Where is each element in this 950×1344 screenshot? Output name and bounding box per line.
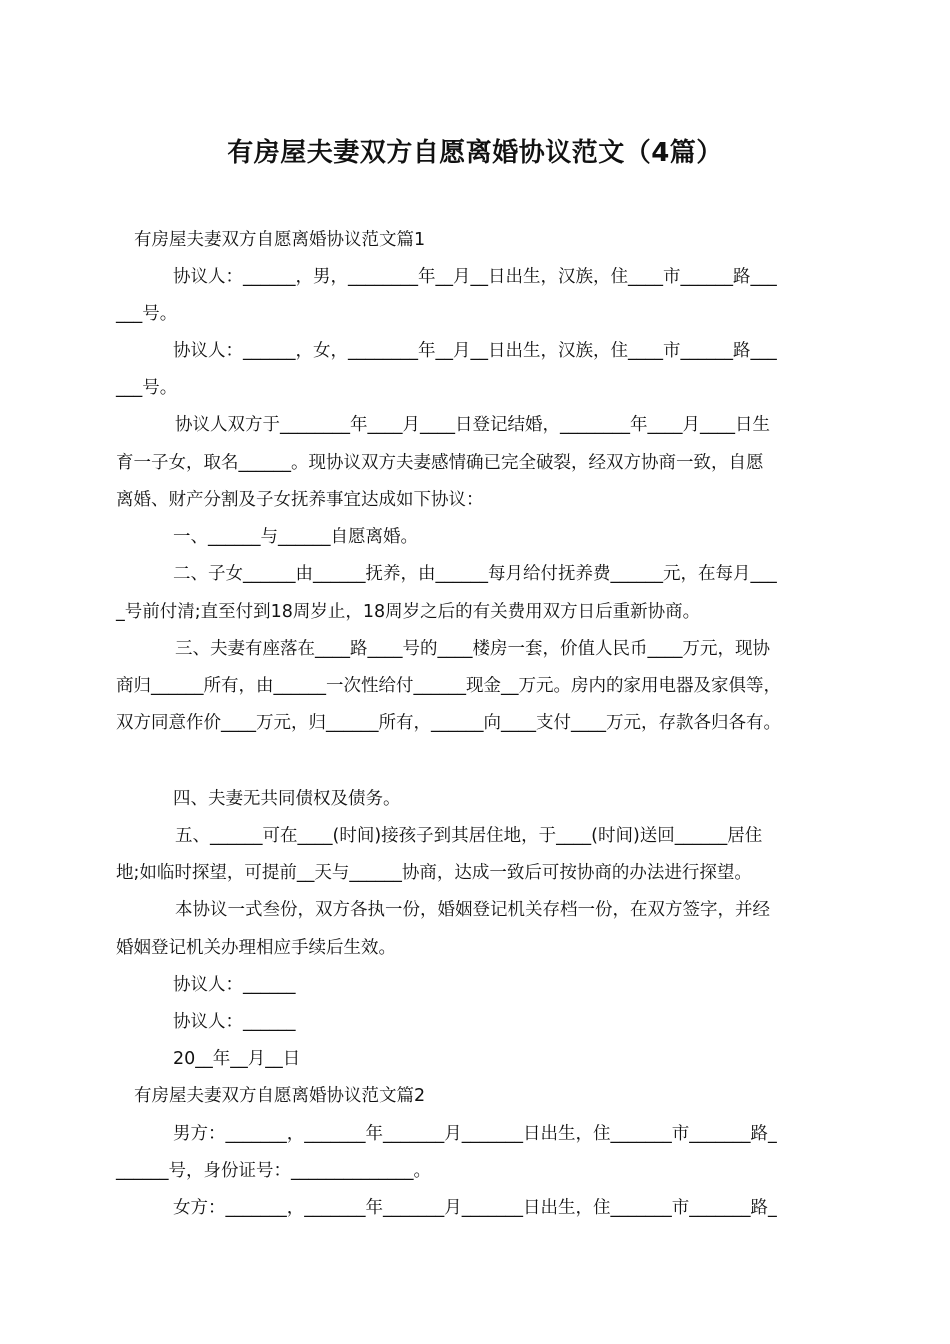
- paragraph-line: 本协议一式叁份，双方各执一份，婚姻登记机关存档一份，在双方签字，并经: [175, 900, 770, 920]
- paragraph-line: 离婚、财产分割及子女抚养事宜达成如下协议：: [116, 490, 484, 510]
- paragraph-line: 协议人双方于________年____月____日登记结婚，________年____月____日生: [175, 415, 770, 435]
- paragraph-line: ______号，身份证号：______________。: [116, 1161, 431, 1181]
- date-line: 20__年__月__日: [173, 1049, 301, 1069]
- paragraph-line: 二、子女______由______抚养，由______每月给付抚养费______元，在每月___: [173, 564, 777, 584]
- paragraph-line: 婚姻登记机关办理相应手续后生效。: [116, 938, 396, 958]
- paragraph-line: 协议人：______，男，________年__月__日出生，汉族，住____市______路___: [173, 267, 777, 287]
- paragraph-line: 协议人：______，女，________年__月__日出生，汉族，住____市______路___: [173, 341, 777, 361]
- paragraph-line: 女方：_______，_______年_______月_______日出生，住_______市_______路_: [173, 1198, 777, 1218]
- section-heading-2: 有房屋夫妻双方自愿离婚协议范文篇2: [134, 1086, 426, 1106]
- paragraph-line: ___号。: [116, 304, 178, 324]
- paragraph-line: 育一子女，取名______。现协议双方夫妻感情确已完全破裂，经双方协商一致，自愿: [116, 453, 764, 473]
- paragraph-line: 双方同意作价____万元，归______所有，______向____支付____万元，存款各归各有。: [116, 713, 781, 733]
- section-heading-1: 有房屋夫妻双方自愿离婚协议范文篇1: [134, 230, 426, 250]
- signature-line: 协议人：______: [173, 975, 296, 995]
- paragraph-line: 商归______所有，由______一次性给付______现金__万元。房内的家用电器及家俱等，: [116, 676, 781, 696]
- paragraph-line: 五、______可在____(时间)接孩子到其居住地，于____(时间)送回______居住: [175, 826, 763, 846]
- document-title: 有房屋夫妻双方自愿离婚协议范文（4篇）: [227, 138, 723, 168]
- paragraph-line: 三、夫妻有座落在____路____号的____楼房一套，价值人民币____万元，现协: [175, 639, 770, 659]
- paragraph-line: 四、夫妻无共同债权及债务。: [173, 789, 401, 809]
- paragraph-line: 一、______与______自愿离婚。: [173, 527, 418, 547]
- signature-line: 协议人：______: [173, 1012, 296, 1032]
- paragraph-line: ___号。: [116, 378, 178, 398]
- paragraph-line: _号前付清;直至付到18周岁止，18周岁之后的有关费用双方日后重新协商。: [116, 602, 701, 622]
- paragraph-line: 男方：_______，_______年_______月_______日出生，住_______市_______路_: [173, 1124, 777, 1144]
- paragraph-line: 地;如临时探望，可提前__天与______协商，达成一致后可按协商的办法进行探望。: [116, 863, 752, 883]
